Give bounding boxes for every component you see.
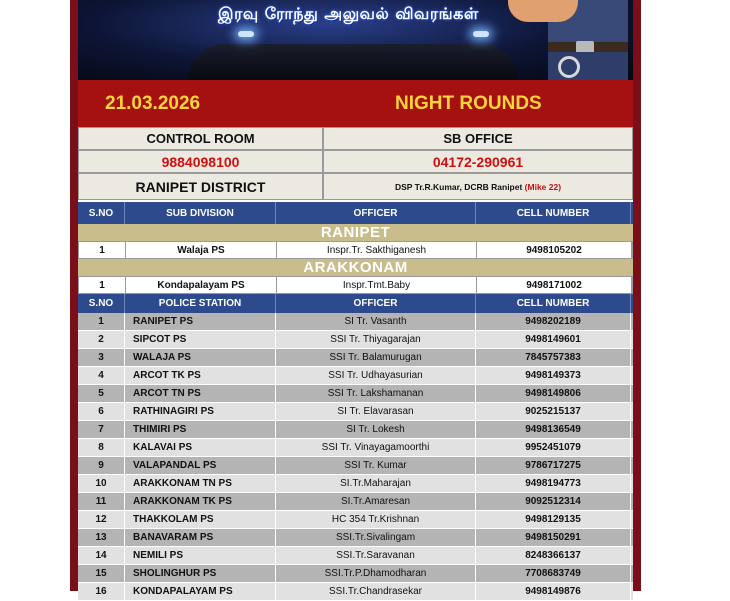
row-unit-name: ARAKKONAM TK PS — [125, 493, 276, 510]
row-unit-name: KALAVAI PS — [125, 439, 276, 456]
row-officer-name: Inspr.Tmt.Baby — [277, 277, 477, 293]
control-room-label-cell — [78, 127, 323, 150]
row-unit-name: THIMIRI PS — [125, 421, 276, 438]
row-unit-name: Kondapalayam PS — [126, 277, 277, 293]
row-unit-name: RANIPET PS — [125, 313, 276, 330]
row-serial-number: 4 — [78, 367, 125, 384]
table-row — [78, 565, 633, 583]
row-officer-name: SI.Tr.Maharajan — [276, 475, 476, 492]
row-unit-name: RATHINAGIRI PS — [125, 403, 276, 420]
report-title: NIGHT ROUNDS — [395, 93, 542, 114]
table-row — [78, 493, 633, 511]
control-room-number-cell — [78, 150, 323, 173]
row-cell-number: 9498105202 — [477, 242, 632, 258]
row-unit-name: KONDAPALAYAM PS — [125, 583, 276, 600]
row-serial-number: 8 — [78, 439, 125, 456]
row-unit-name: NEMILI PS — [125, 547, 276, 564]
row-unit-name: BANAVARAM PS — [125, 529, 276, 546]
row-cell-number: 9498150291 — [476, 529, 631, 546]
table-row — [78, 457, 633, 475]
row-cell-number: 7845757383 — [476, 349, 631, 366]
dsp-cell — [323, 173, 633, 200]
row-cell-number: 8248366137 — [476, 547, 631, 564]
station-header-row — [78, 294, 633, 313]
row-unit-name: ARCOT TN PS — [125, 385, 276, 402]
district-cell — [78, 173, 323, 200]
row-serial-number: 3 — [78, 349, 125, 366]
row-officer-name: SSI.Tr.Chandrasekar — [276, 583, 476, 600]
dsp-officer-info — [395, 182, 561, 192]
row-officer-name: SSI Tr. Udhayasurian — [276, 367, 476, 384]
row-officer-name: SSI Tr. Vinayagamoorthi — [276, 439, 476, 456]
row-officer-name: Inspr.Tr. Sakthiganesh — [277, 242, 477, 258]
report-date: 21.03.2026 — [105, 93, 201, 114]
row-serial-number: 12 — [78, 511, 125, 528]
row-serial-number: 13 — [78, 529, 125, 546]
row-cell-number: 9498202189 — [476, 313, 631, 330]
row-officer-name: SSI Tr. Thiyagarajan — [276, 331, 476, 348]
night-rounds-sheet — [78, 0, 633, 597]
table-row — [78, 385, 633, 403]
row-unit-name: SIPCOT PS — [125, 331, 276, 348]
control-room-number: 9884098100 — [161, 153, 240, 170]
row-cell-number: 9498171002 — [477, 277, 632, 293]
row-cell-number: 9498129135 — [476, 511, 631, 528]
control-room-label: CONTROL ROOM — [146, 131, 255, 146]
row-officer-name: SI Tr. Vasanth — [276, 313, 476, 330]
row-officer-name: SSI.Tr.Saravanan — [276, 547, 476, 564]
row-unit-name: SHOLINGHUR PS — [125, 565, 276, 582]
row-serial-number: 14 — [78, 547, 125, 564]
row-officer-name: SI Tr. Lokesh — [276, 421, 476, 438]
row-cell-number: 9498149601 — [476, 331, 631, 348]
column-header-cell-number: CELL NUMBER — [476, 294, 631, 313]
row-unit-name: ARCOT TK PS — [125, 367, 276, 384]
row-unit-name: WALAJA PS — [125, 349, 276, 366]
row-cell-number: 9498136549 — [476, 421, 631, 438]
subdivision-header-row — [78, 202, 633, 224]
row-serial-number: 15 — [78, 565, 125, 582]
row-cell-number: 9498194773 — [476, 475, 631, 492]
column-header-sno: S.NO — [78, 202, 125, 224]
column-header-sub-division: SUB DIVISION — [125, 202, 276, 224]
dsp-name: DSP Tr.R.Kumar, DCRB Ranipet — [394, 181, 525, 192]
sb-office-label: SB OFFICE — [443, 131, 513, 146]
table-row — [78, 439, 633, 457]
sb-office-label-cell — [323, 127, 633, 150]
sb-office-number-cell — [323, 150, 633, 173]
section-heading: RANIPET — [78, 224, 633, 241]
row-cell-number: 7708683749 — [476, 565, 631, 582]
header-image — [78, 0, 633, 80]
handcuff-icon — [558, 56, 580, 78]
row-unit-name: Walaja PS — [126, 242, 277, 258]
table-row — [78, 403, 633, 421]
table-row — [78, 583, 633, 601]
table-row — [78, 241, 633, 259]
column-header-police-station: POLICE STATION — [125, 294, 276, 313]
row-cell-number: 9786717275 — [476, 457, 631, 474]
row-officer-name: SSI Tr. Kumar — [276, 457, 476, 474]
table-row — [78, 313, 633, 331]
row-serial-number: 7 — [78, 421, 125, 438]
row-serial-number: 11 — [78, 493, 125, 510]
date-banner — [78, 80, 633, 127]
table-row — [78, 367, 633, 385]
table-row — [78, 511, 633, 529]
row-serial-number: 1 — [79, 242, 126, 258]
column-header-officer: OFFICER — [276, 202, 476, 224]
sb-office-number: 04172-290961 — [432, 153, 524, 170]
row-officer-name: SSI Tr. Lakshamanan — [276, 385, 476, 402]
row-unit-name: ARAKKONAM TN PS — [125, 475, 276, 492]
column-header-cell-number: CELL NUMBER — [476, 202, 631, 224]
row-serial-number: 10 — [78, 475, 125, 492]
subdivision-table — [78, 202, 633, 294]
row-serial-number: 9 — [78, 457, 125, 474]
row-unit-name: THAKKOLAM PS — [125, 511, 276, 528]
row-officer-name: SI.Tr.Amaresan — [276, 493, 476, 510]
row-cell-number: 9092512314 — [476, 493, 631, 510]
district-name: RANIPET DISTRICT — [135, 178, 266, 195]
row-serial-number: 6 — [78, 403, 125, 420]
table-row — [78, 276, 633, 294]
document-frame — [70, 0, 641, 597]
row-officer-name: SSI Tr. Balamurugan — [276, 349, 476, 366]
row-cell-number: 9025215137 — [476, 403, 631, 420]
row-serial-number: 1 — [78, 313, 125, 330]
table-row — [78, 529, 633, 547]
police-officer-illustration — [508, 0, 633, 80]
police-station-table — [78, 294, 633, 601]
headlight-right — [473, 31, 489, 37]
table-row — [78, 475, 633, 493]
headlight-left — [238, 31, 254, 37]
row-officer-name: SSI.Tr.P.Dhamodharan — [276, 565, 476, 582]
table-row — [78, 349, 633, 367]
row-cell-number: 9498149876 — [476, 583, 631, 600]
column-header-officer: OFFICER — [276, 294, 476, 313]
table-row — [78, 421, 633, 439]
row-officer-name: SI Tr. Elavarasan — [276, 403, 476, 420]
tamil-title: இரவு ரோந்து அலுவல் விவரங்கள் — [218, 4, 479, 23]
row-serial-number: 1 — [79, 277, 126, 293]
contact-info-grid — [78, 127, 633, 200]
row-serial-number: 16 — [78, 583, 125, 600]
row-officer-name: SSI.Tr.Sivalingam — [276, 529, 476, 546]
row-cell-number: 9498149373 — [476, 367, 631, 384]
column-header-sno: S.NO — [78, 294, 125, 313]
police-car-illustration — [188, 44, 518, 80]
row-cell-number: 9498149806 — [476, 385, 631, 402]
row-serial-number: 5 — [78, 385, 125, 402]
row-serial-number: 2 — [78, 331, 125, 348]
section-heading: ARAKKONAM — [78, 259, 633, 276]
row-cell-number: 9952451079 — [476, 439, 631, 456]
row-unit-name: VALAPANDAL PS — [125, 457, 276, 474]
table-row — [78, 547, 633, 565]
table-row — [78, 331, 633, 349]
row-officer-name: HC 354 Tr.Krishnan — [276, 511, 476, 528]
dsp-call-sign: (Mike 22) — [524, 181, 562, 192]
